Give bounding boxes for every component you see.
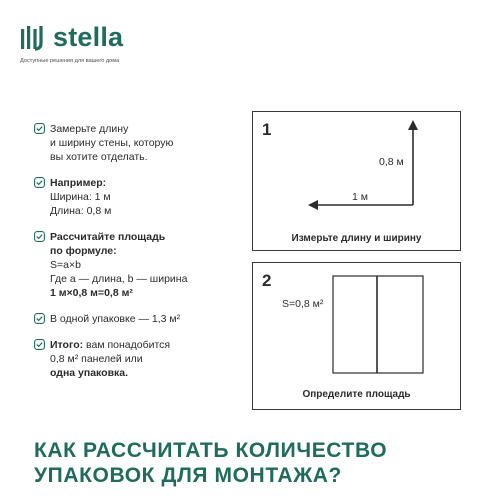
step-text: вы хотите отделать. <box>50 151 148 163</box>
stella-logo-mark-icon <box>20 26 48 52</box>
check-icon <box>34 177 45 188</box>
formula-legend: Где а — длина, b — ширина <box>50 273 188 285</box>
brand-name: stella <box>53 22 124 52</box>
height-label: 0,8 м <box>379 156 404 168</box>
step-measure <box>34 122 234 164</box>
step-heading: по формуле: <box>50 245 117 257</box>
step-example <box>34 176 234 218</box>
step-text: и ширину стены, которую <box>50 137 174 149</box>
step-total <box>34 338 234 380</box>
formula-text: S=a×b <box>50 259 81 271</box>
check-icon <box>34 339 45 350</box>
step-conclusion: одна упаковка. <box>50 367 129 379</box>
wall-panels-diagram <box>253 263 460 409</box>
step-text: Длина: 0,8 м <box>50 205 112 217</box>
step-text: вам понадобится <box>83 339 171 351</box>
check-icon <box>34 313 45 324</box>
step-formula <box>34 230 234 300</box>
check-icon <box>34 231 45 242</box>
formula-result: 1 м×0,8 м=0,8 м² <box>50 287 133 299</box>
title-line: КАК РАССЧИТАТЬ КОЛИЧЕСТВО <box>34 439 388 462</box>
panel-caption: Определите площадь <box>302 389 411 400</box>
panel-caption: Измерьте длину и ширину <box>291 233 422 244</box>
step-text: Замерьте длину <box>50 123 129 135</box>
step-package <box>34 312 234 326</box>
step-heading: Рассчитайте площадь <box>50 231 166 243</box>
measure-arrows-diagram <box>253 112 460 250</box>
diagram-panel-measure <box>252 111 461 251</box>
step-heading: Например: <box>50 177 107 189</box>
steps-list <box>34 122 234 392</box>
panel-number: 1 <box>262 120 272 139</box>
step-text: В одной упаковке — 1,3 м² <box>50 313 181 325</box>
step-heading: Итого: <box>50 339 84 351</box>
step-text: Ширина: 1 м <box>50 191 111 203</box>
panel-number: 2 <box>262 271 272 290</box>
width-label: 1 м <box>352 191 368 203</box>
diagram-panel-area <box>252 262 461 410</box>
title-line: УПАКОВОК ДЛЯ МОНТАЖА? <box>34 464 342 487</box>
page-title <box>34 438 387 488</box>
check-icon <box>34 123 45 134</box>
step-text: 0,8 м² панелей или <box>50 353 143 365</box>
brand-logo <box>20 24 220 64</box>
area-label: S=0,8 м² <box>282 298 324 310</box>
brand-tagline: Доступные решения для вашего дома <box>20 58 120 64</box>
